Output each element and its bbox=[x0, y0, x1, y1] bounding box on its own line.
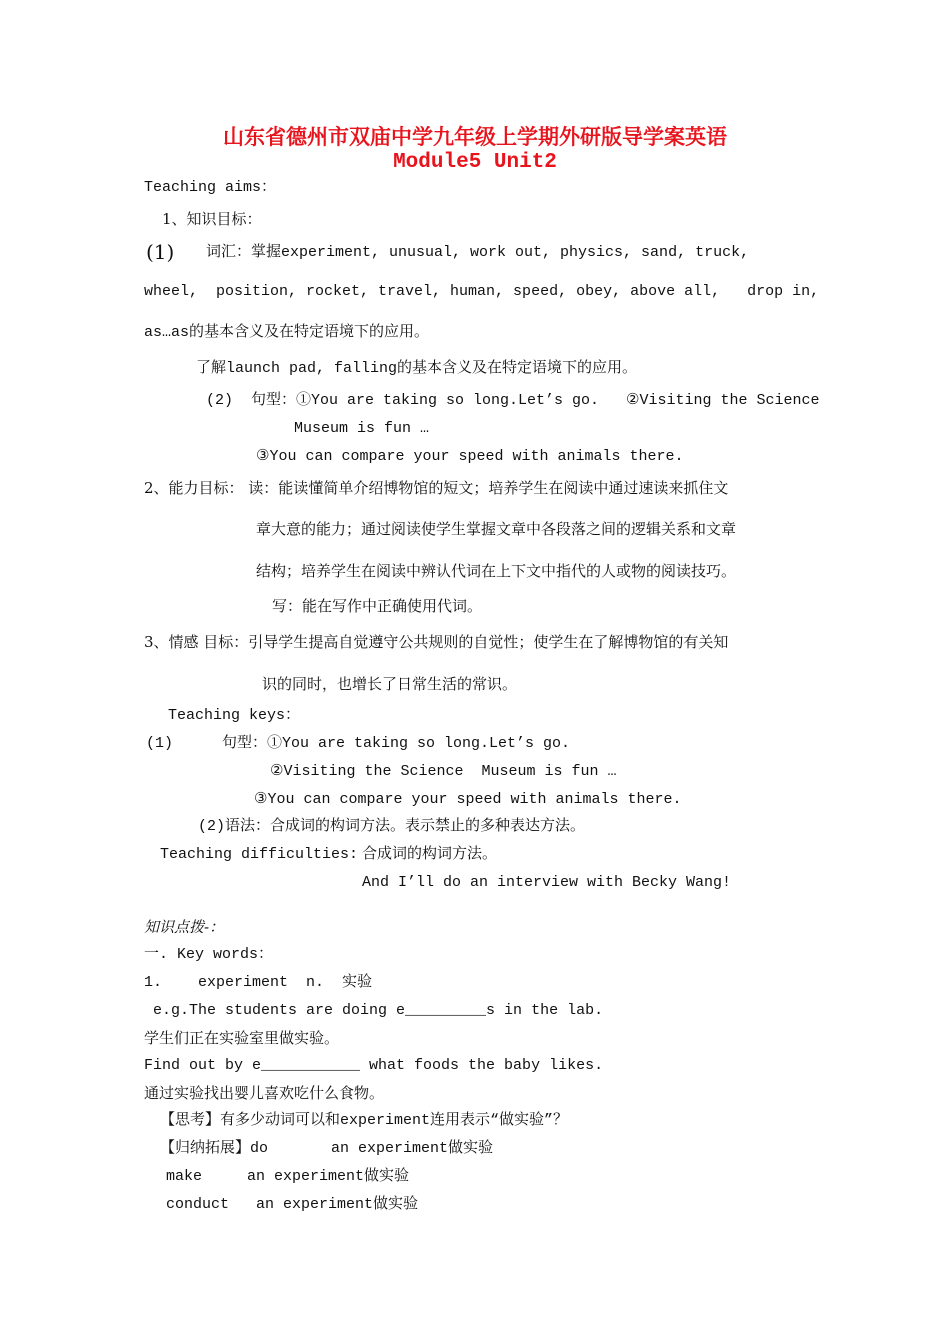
ability-aims-line-2: 章大意的能力；通过阅读使学生掌握文章中各段落之间的逻辑关系和文章 bbox=[256, 520, 737, 538]
teaching-aims-label: Teaching aims： bbox=[144, 179, 277, 196]
expand-line-3: conduct an experiment做实验 bbox=[166, 1196, 419, 1213]
teaching-difficulties-line-1: 合成词的构词方法。 bbox=[362, 846, 498, 863]
example-2: Find out by e___________ what foods the baby likes. bbox=[144, 1057, 604, 1074]
vocab-line-4: 了解launch pad, falling的基本含义及在特定语境下的应用。 bbox=[196, 360, 638, 377]
sentence-aims-line-3: ③You can compare your speed with animals there. bbox=[256, 448, 684, 465]
sentence-aims-line-2: Museum is fun … bbox=[294, 420, 430, 437]
word-1-entry: 1. experiment n. 实验 bbox=[144, 974, 373, 991]
teaching-difficulties-line-2: And I’ll do an interview with Becky Wang! bbox=[362, 874, 732, 891]
keys-sentence-line-2: ②Visiting the Science Museum is fun … bbox=[270, 763, 617, 780]
teaching-difficulties-label: Teaching difficulties: bbox=[160, 846, 359, 863]
example-1-translation: 学生们正在实验室里做实验。 bbox=[144, 1029, 340, 1047]
keys-sentence-line-1: 句型：①You are taking so long.Let’s go. bbox=[222, 735, 571, 752]
example-1: e.g.The students are doing e_________s in the lab. bbox=[144, 1002, 604, 1019]
think-question: 【思考】有多少动词可以和experiment连用表示“做实验”？ bbox=[160, 1112, 569, 1129]
example-2-translation: 通过实验找出婴儿喜欢吃什么食物。 bbox=[144, 1084, 385, 1102]
emotion-aims-line-1: 3、情感 目标：引导学生提高自觉遵守公共规则的自觉性；使学生在了解博物馆的有关知 bbox=[144, 633, 729, 651]
vocab-line-3: as…as的基本含义及在特定语境下的应用。 bbox=[144, 324, 430, 341]
keys-item-1-number: (1) bbox=[146, 735, 174, 752]
teaching-keys-label: Teaching keys： bbox=[168, 707, 301, 724]
ability-aims-line-3: 结构；培养学生在阅读中辨认代词在上下文中指代的人或物的阅读技巧。 bbox=[256, 562, 737, 580]
item-1-number: (1) bbox=[146, 240, 175, 264]
document-subtitle: Module5 Unit2 bbox=[393, 151, 557, 174]
vocab-line-2: wheel, position, rocket, travel, human, speed, obey, above all, drop in, bbox=[144, 283, 820, 300]
ability-aims-line-4: 写：能在写作中正确使用代词。 bbox=[272, 597, 483, 615]
expand-line-1: 【归纳拓展】do an experiment做实验 bbox=[160, 1140, 494, 1157]
keys-grammar: (2)语法：合成词的构词方法。表示禁止的多种表达方法。 bbox=[198, 818, 586, 835]
document-title: 山东省德州市双庙中学九年级上学期外研版导学案英语 bbox=[223, 125, 727, 149]
knowledge-aims-label: 1、知识目标： bbox=[162, 210, 262, 228]
points-heading: 知识点拨-： bbox=[144, 918, 225, 936]
sentence-aims-line-1: (2) 句型：①You are taking so long.Let’s go. ②Visiting the Science bbox=[206, 392, 820, 409]
key-words-label: 一. Key words： bbox=[144, 946, 274, 963]
keys-sentence-line-3: ③You can compare your speed with animals there. bbox=[254, 791, 682, 808]
emotion-aims-line-2: 识的同时，也增长了日常生活的常识。 bbox=[262, 675, 518, 693]
expand-line-2: make an experiment做实验 bbox=[166, 1168, 410, 1185]
vocab-line-1: 词汇：掌握experiment, unusual, work out, physics, sand, truck, bbox=[206, 244, 750, 261]
ability-aims-line-1: 2、能力目标： 读：能读懂简单介绍博物馆的短文；培养学生在阅读中通过速读来抓住文 bbox=[144, 479, 729, 497]
